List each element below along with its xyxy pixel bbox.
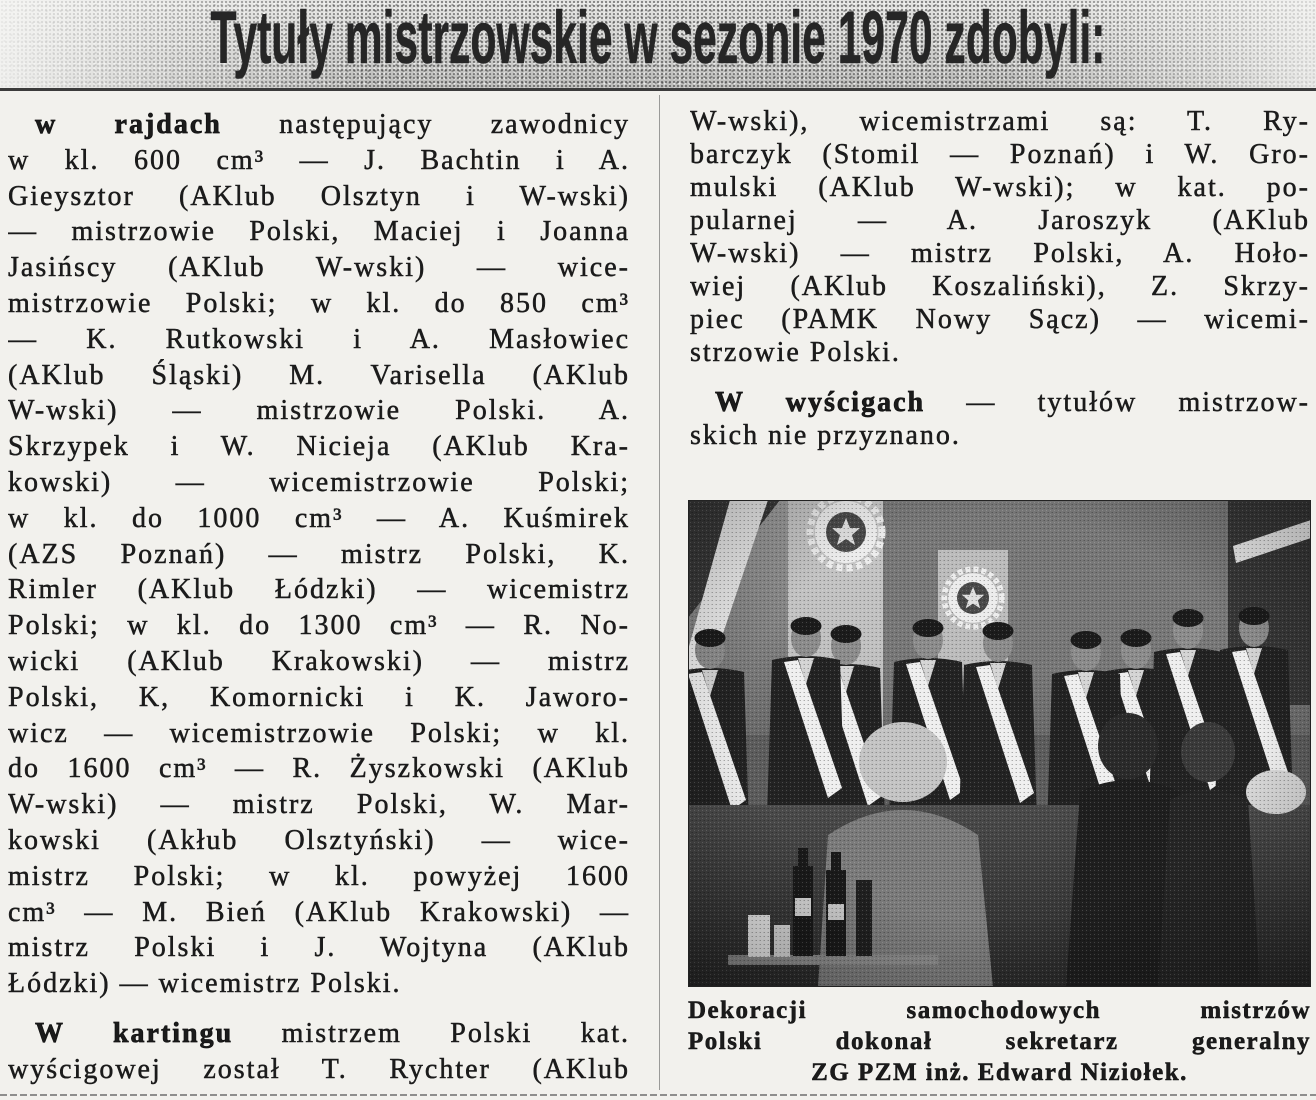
article-line: — mistrzowie Polski, Maciej i Joanna <box>8 216 630 248</box>
article-line: wicki (AKlub Krakowski) — mistrz <box>8 645 630 677</box>
photo-vignette <box>688 500 1311 987</box>
paragraph-rallies <box>8 107 630 1002</box>
photo-caption-line: Polski dokonał sekretarz generalny <box>688 1028 1311 1055</box>
article-line: w kl. do 1000 cm³ — A. Kuśmirek <box>8 502 630 534</box>
article-line: (AZS Poznań) — mistrz Polski, K. <box>8 538 630 570</box>
article-line: wiej (AKlub Koszaliński), Z. Skrzy- <box>690 271 1310 302</box>
article-line: wicz — wicemistrzowie Polski; w kl. <box>8 717 630 749</box>
photo-caption-line: Dekoracji samochodowych mistrzów <box>688 997 1311 1024</box>
article-line: pularnej — A. Jaroszyk (AKlub <box>690 205 1310 236</box>
article-line: skich nie przyznano. <box>690 420 961 451</box>
article-line: mistrz Polski i J. Wojtyna (AKlub <box>8 932 630 964</box>
article-line: wyścigowej został T. Rychter (AKlub <box>8 1053 630 1085</box>
right-column <box>690 105 1310 452</box>
article-line: W-wski) — mistrz Polski, W. Mar- <box>8 789 630 821</box>
headline <box>0 0 1316 88</box>
article-line: barczyk (Stomil — Poznań) i W. Gro- <box>690 139 1310 170</box>
article-line: do 1600 cm³ — R. Żyszkowski (AKlub <box>8 753 630 785</box>
left-column <box>8 107 630 1088</box>
article-line: mistrzowie Polski; w kl. do 850 cm³ <box>8 287 630 319</box>
article-line: W-wski) — mistrz Polski, A. Hoło- <box>690 238 1310 269</box>
article-line: Gieysztor (AKlub Olsztyn i W-wski) <box>8 180 630 212</box>
article-line: Rimler (AKlub Łódzki) — wicemistrz <box>8 574 630 606</box>
article-line <box>690 386 1310 419</box>
clipping-bottom-edge <box>0 1094 1316 1096</box>
headline-banner <box>0 0 1316 88</box>
article-line: w kl. 600 cm³ — J. Bachtin i A. <box>8 144 630 176</box>
photo-caption <box>688 995 1311 1088</box>
article-line: mistrz Polski; w kl. powyżej 1600 <box>8 860 630 892</box>
line-text: — tytułów mistrzow- <box>966 387 1310 418</box>
article-line: (AKlub Śląski) M. Varisella (AKlub <box>8 359 630 391</box>
headline-rule <box>0 88 1316 91</box>
article-line <box>8 107 630 143</box>
headline-text: Tytuły mistrzowskie w sezonie 1970 zdobyli: <box>210 0 1106 79</box>
article-line: Polski, K, Komornicki i K. Jaworo- <box>8 681 630 713</box>
line-text: następujący zawodnicy <box>279 109 630 140</box>
photo-caption-line: ZG PZM inż. Edward Niziołek. <box>811 1059 1188 1086</box>
article-line: Łódzki) — wicemistrz Polski. <box>8 968 402 1000</box>
article-line: mulski (AKlub W-wski); w kat. po- <box>690 172 1310 203</box>
paragraph-racing <box>690 386 1310 452</box>
section-lead: W kartingu <box>35 1017 234 1049</box>
article-line: Polski; w kl. do 1300 cm³ — R. No- <box>8 610 630 642</box>
section-lead: W wyścigach <box>715 387 926 418</box>
ceremony-photo <box>688 500 1311 987</box>
article-line: cm³ — M. Bień (AKlub Krakowski) — <box>8 896 630 928</box>
section-lead: w rajdach <box>35 109 222 140</box>
article-line: Jasińscy (AKlub W-wski) — wice- <box>8 252 630 284</box>
article-line: W-wski), wicemistrzami są: T. Ry- <box>690 106 1310 137</box>
article-line: Skrzypek i W. Nicieja (AKlub Kra- <box>8 431 630 463</box>
article-line: strzowie Polski. <box>690 337 901 368</box>
column-divider <box>659 95 660 1090</box>
article-line: piec (PAMK Nowy Sącz) — wicemi- <box>690 304 1310 335</box>
article-line: — K. Rutkowski i A. Masłowiec <box>8 323 630 355</box>
article-line <box>8 1016 630 1052</box>
article-line: kowski) — wicemistrzowie Polski; <box>8 466 630 498</box>
paragraph-karting-continued <box>690 105 1310 369</box>
line-text: mistrzem Polski kat. <box>281 1017 630 1049</box>
article-line: kowski (Akłub Olsztyński) — wice- <box>8 824 630 856</box>
paragraph-karting <box>8 1016 630 1088</box>
article-line: W-wski) — mistrzowie Polski. A. <box>8 395 630 427</box>
